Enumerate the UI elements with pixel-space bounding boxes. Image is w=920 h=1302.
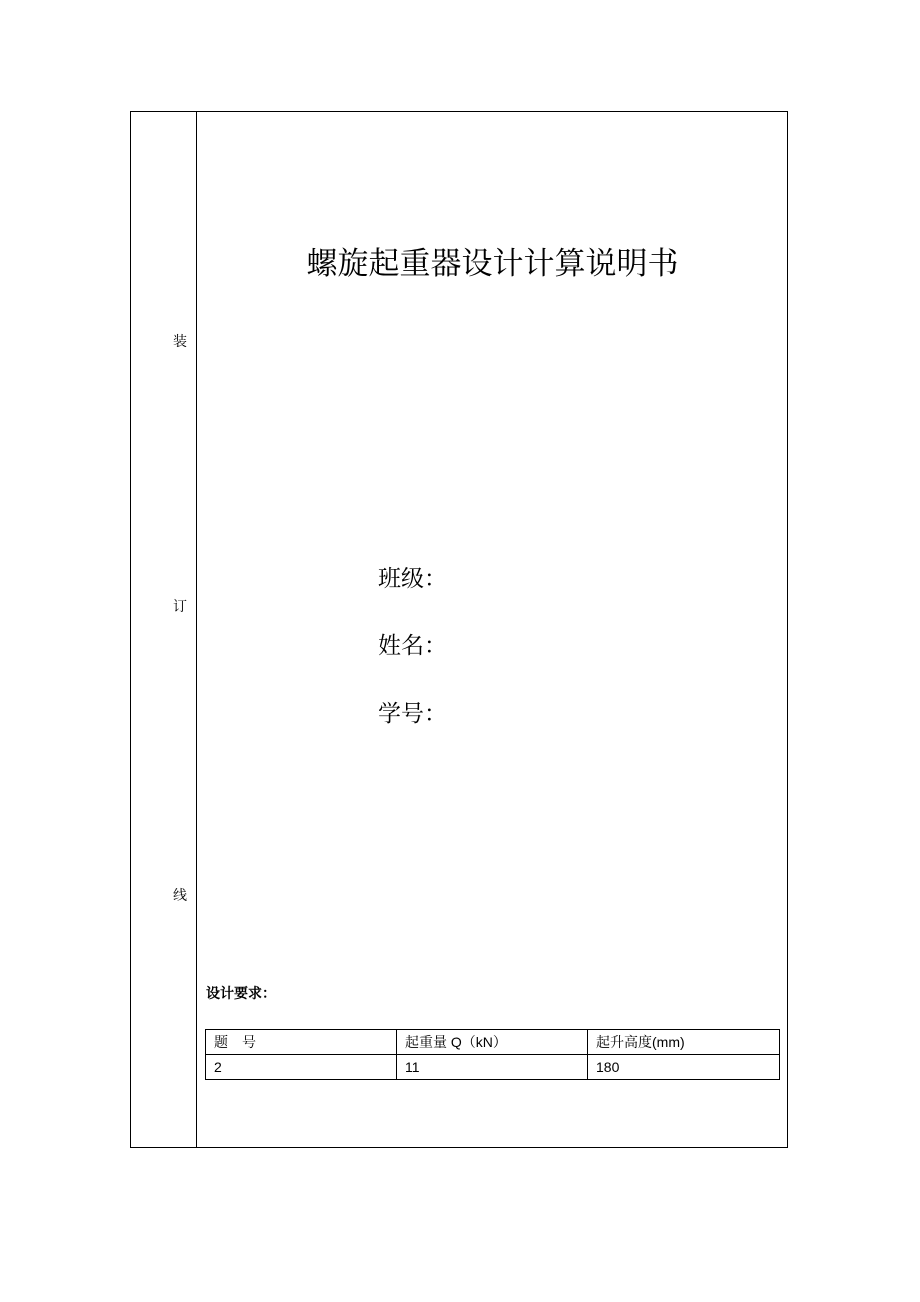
table-header-row: [206, 1030, 780, 1055]
class-label: 班级：: [378, 566, 447, 592]
cell-problem-number: 2: [206, 1055, 397, 1080]
cell-lift-height: 180: [588, 1055, 780, 1080]
header-cell-lift-height: 起升高度(mm): [588, 1030, 780, 1055]
binding-mark-zhuang: 装: [173, 334, 187, 350]
header-cell-load-capacity: 起重量 Q（kN）: [397, 1030, 588, 1055]
requirements-heading: 设计要求：: [206, 986, 276, 1002]
header-cell-problem-number: 题 号: [206, 1030, 397, 1055]
cell-load-capacity: 11: [397, 1055, 588, 1080]
table-row: [206, 1055, 780, 1080]
binding-mark-ding: 订: [173, 599, 187, 615]
name-label: 姓名：: [378, 633, 447, 659]
requirements-table: [205, 1029, 780, 1080]
document-title: 螺旋起重器设计计算说明书: [306, 246, 679, 282]
binding-mark-xian: 线: [173, 888, 187, 904]
student-id-label: 学号：: [378, 701, 447, 727]
